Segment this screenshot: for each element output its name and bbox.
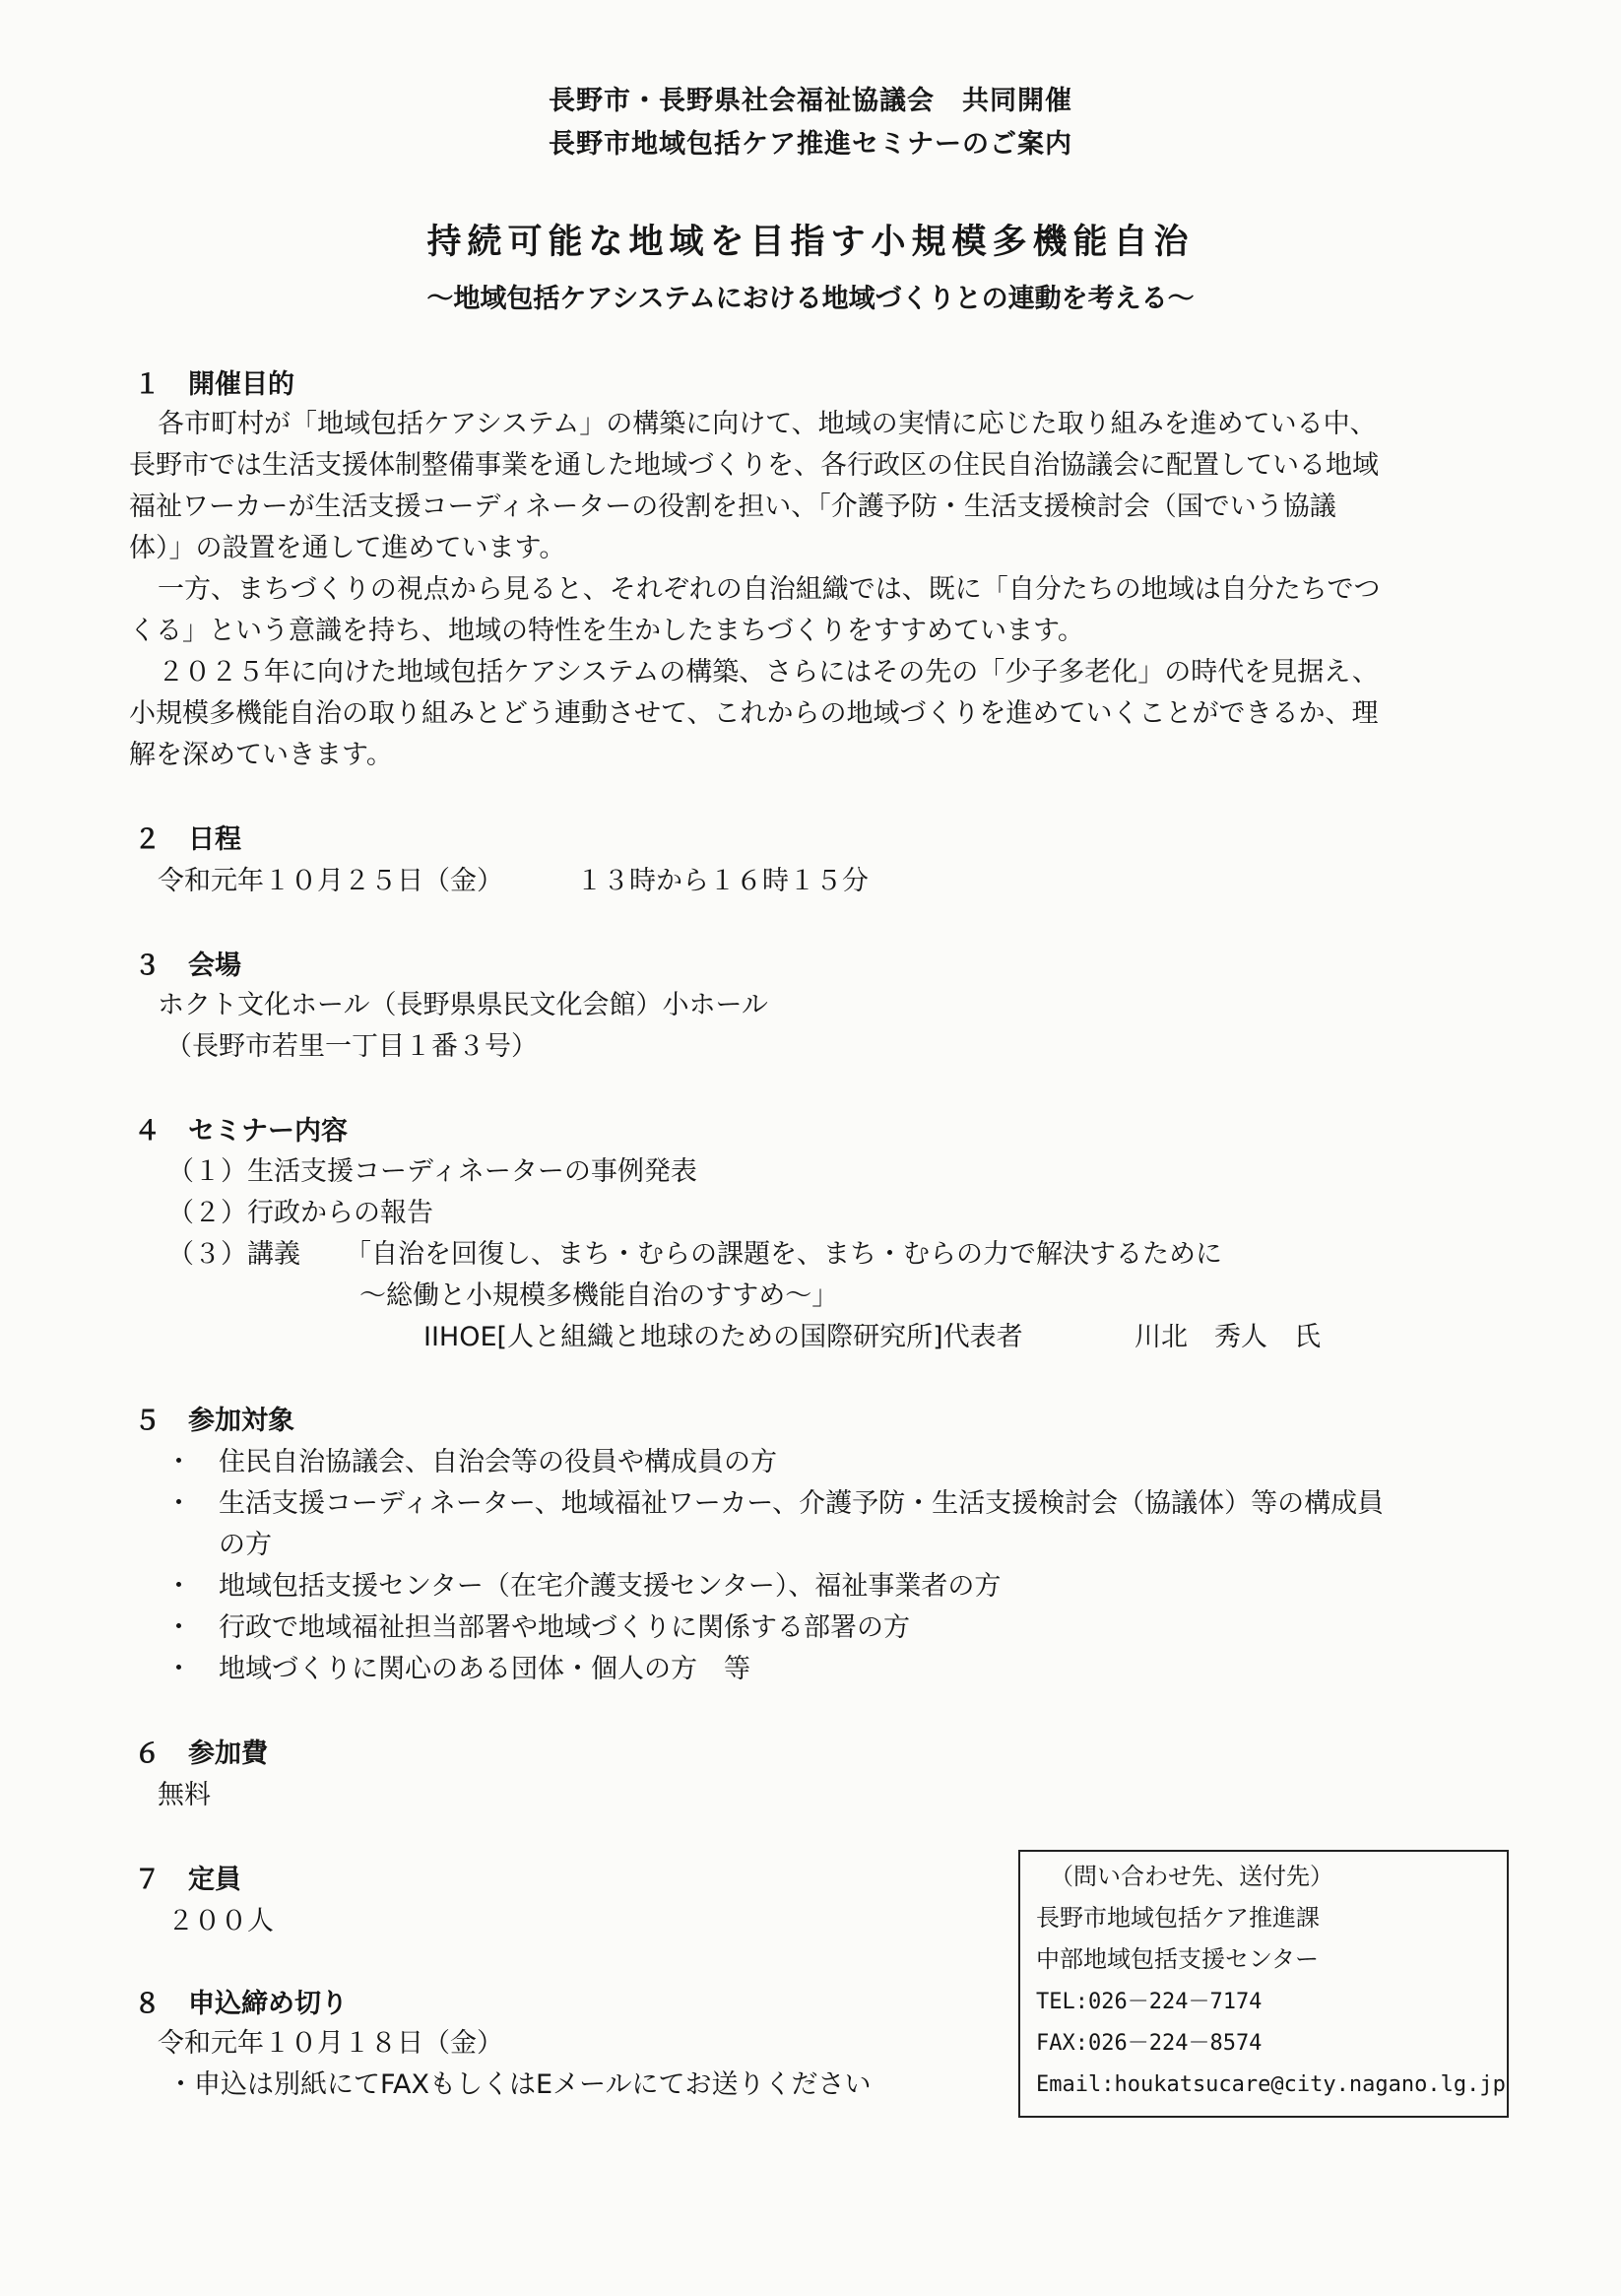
venue-address: （長野市若里一丁目１番３号） <box>165 1031 538 1062</box>
section-title: 参加費 <box>188 1738 268 1769</box>
contact-email: Email:houkatsucare@city.nagano.lg.jp <box>1036 2072 1506 2097</box>
schedule-date: 令和元年１０月２５日（金） <box>158 866 503 896</box>
fee-value: 無料 <box>158 1780 211 1810</box>
purpose-line: ２０２５年に向けた地域包括ケアシステムの構築、さらにはその先の「少子多老化」の時代を見据え、 <box>158 657 1379 688</box>
section-heading-schedule <box>134 823 241 857</box>
section-number: ３ <box>134 951 161 981</box>
section-number: ５ <box>134 1406 161 1436</box>
section-title: 会場 <box>188 951 241 981</box>
section-heading-fee <box>134 1738 268 1771</box>
bullet: ・ <box>165 1612 192 1643</box>
contact-center: 中部地域包括支援センター <box>1036 1945 1320 1973</box>
capacity-value: ２００人 <box>167 1906 274 1936</box>
bullet: ・ <box>165 1654 192 1684</box>
purpose-line: 解を深めていきます。 <box>129 740 393 770</box>
section-title: セミナー内容 <box>188 1116 348 1147</box>
purpose-line: 小規模多機能自治の取り組みとどう連動させて、これからの地域づくりを進めていくことができるか、理 <box>129 698 1379 729</box>
page-subtitle: ～地域包括ケアシステムにおける地域づくりとの連動を考える～ <box>426 284 1195 314</box>
section-heading-capacity <box>134 1864 241 1897</box>
lecture-subtitle: ～総働と小規模多機能自治のすすめ～」 <box>359 1280 839 1311</box>
section-title: 開催目的 <box>188 369 294 400</box>
program-item-label: （３）講義 <box>167 1239 300 1270</box>
contact-box <box>1018 1850 1509 2118</box>
section-heading-venue <box>134 950 241 983</box>
purpose-line: くる」という意識を持ち、地域の特性を生かしたまちづくりをすすめています。 <box>129 616 1084 646</box>
purpose-line: 一方、まちづくりの視点から見ると、それぞれの自治組織では、既に「自分たちの地域は自分たちでつ <box>158 574 1381 605</box>
bullet: ・ <box>165 1488 192 1519</box>
page-title: 持続可能な地域を目指す小規模多機能自治 <box>426 223 1195 262</box>
speaker-name: 川北 秀人 氏 <box>1135 1322 1321 1352</box>
section-title: 申込締め切り <box>188 1989 348 2019</box>
target-item: 住民自治協議会、自治会等の役員や構成員の方 <box>219 1447 777 1477</box>
bullet: ・ <box>165 1571 192 1602</box>
contact-fax: FAX:026－224－8574 <box>1036 2031 1263 2056</box>
schedule-time: １３時から１６時１５分 <box>576 866 869 896</box>
program-item: （２）行政からの報告 <box>167 1198 433 1228</box>
purpose-line: 各市町村が「地域包括ケアシステム」の構築に向けて、地域の実情に応じた取り組みを進めている中、 <box>158 409 1377 439</box>
venue-name: ホクト文化ホール（長野県県民文化会館）小ホール <box>158 990 768 1020</box>
target-item: 地域包括支援センター（在宅介護支援センター）、福祉事業者の方 <box>219 1571 1002 1602</box>
contact-tel: TEL:026－224－7174 <box>1036 1990 1263 2014</box>
target-item-continuation: の方 <box>219 1530 272 1560</box>
bullet: ・ <box>165 1447 192 1477</box>
section-title: 参加対象 <box>188 1406 294 1436</box>
deadline-date: 令和元年１０月１８日（金） <box>158 2028 503 2059</box>
contact-label: （問い合わせ先、送付先） <box>1050 1863 1333 1890</box>
section-number: ４ <box>134 1116 161 1147</box>
purpose-line: 長野市では生活支援体制整備事業を通した地域づくりを、各行政区の住民自治協議会に配置している地域 <box>129 450 1379 481</box>
application-note: ・申込は別紙にてFAXもしくはEメールにてお送りください <box>167 2069 872 2100</box>
co-host-line: 長野市・長野県社会福祉協議会 共同開催 <box>549 86 1072 116</box>
section-heading-deadline <box>134 1988 348 2021</box>
section-heading-content <box>134 1115 348 1148</box>
section-title: 日程 <box>188 824 241 855</box>
section-number: ２ <box>134 824 161 855</box>
section-heading-target <box>134 1405 294 1438</box>
program-item: （１）生活支援コーディネーターの事例発表 <box>167 1156 697 1187</box>
section-number: ８ <box>134 1989 161 2019</box>
lecture-title: 「自治を回復し、まち・むらの課題を、まち・むらの力で解決するために <box>345 1239 1222 1270</box>
target-item: 生活支援コーディネーター、地域福祉ワーカー、介護予防・生活支援検討会（協議体）等の構成員 <box>219 1488 1385 1519</box>
section-heading-purpose <box>134 368 294 402</box>
section-number: ７ <box>134 1865 161 1895</box>
purpose-line: 福祉ワーカーが生活支援コーディネーターの役割を担い、「介護予防・生活支援検討会（国でいう協議 <box>129 492 1336 522</box>
section-title: 定員 <box>188 1865 241 1895</box>
section-number: ６ <box>134 1738 161 1769</box>
contact-department: 長野市地域包括ケア推進課 <box>1036 1904 1320 1932</box>
target-item: 行政で地域福祉担当部署や地域づくりに関係する部署の方 <box>219 1612 910 1643</box>
target-item: 地域づくりに関心のある団体・個人の方 等 <box>219 1654 750 1684</box>
purpose-line: 体）」の設置を通して進めています。 <box>129 533 566 563</box>
speaker-organization: IIHOE[人と組織と地球のための国際研究所]代表者 <box>423 1322 1023 1352</box>
seminar-announcement-line: 長野市地域包括ケア推進セミナーのご案内 <box>549 129 1072 160</box>
section-number: １ <box>134 369 161 400</box>
